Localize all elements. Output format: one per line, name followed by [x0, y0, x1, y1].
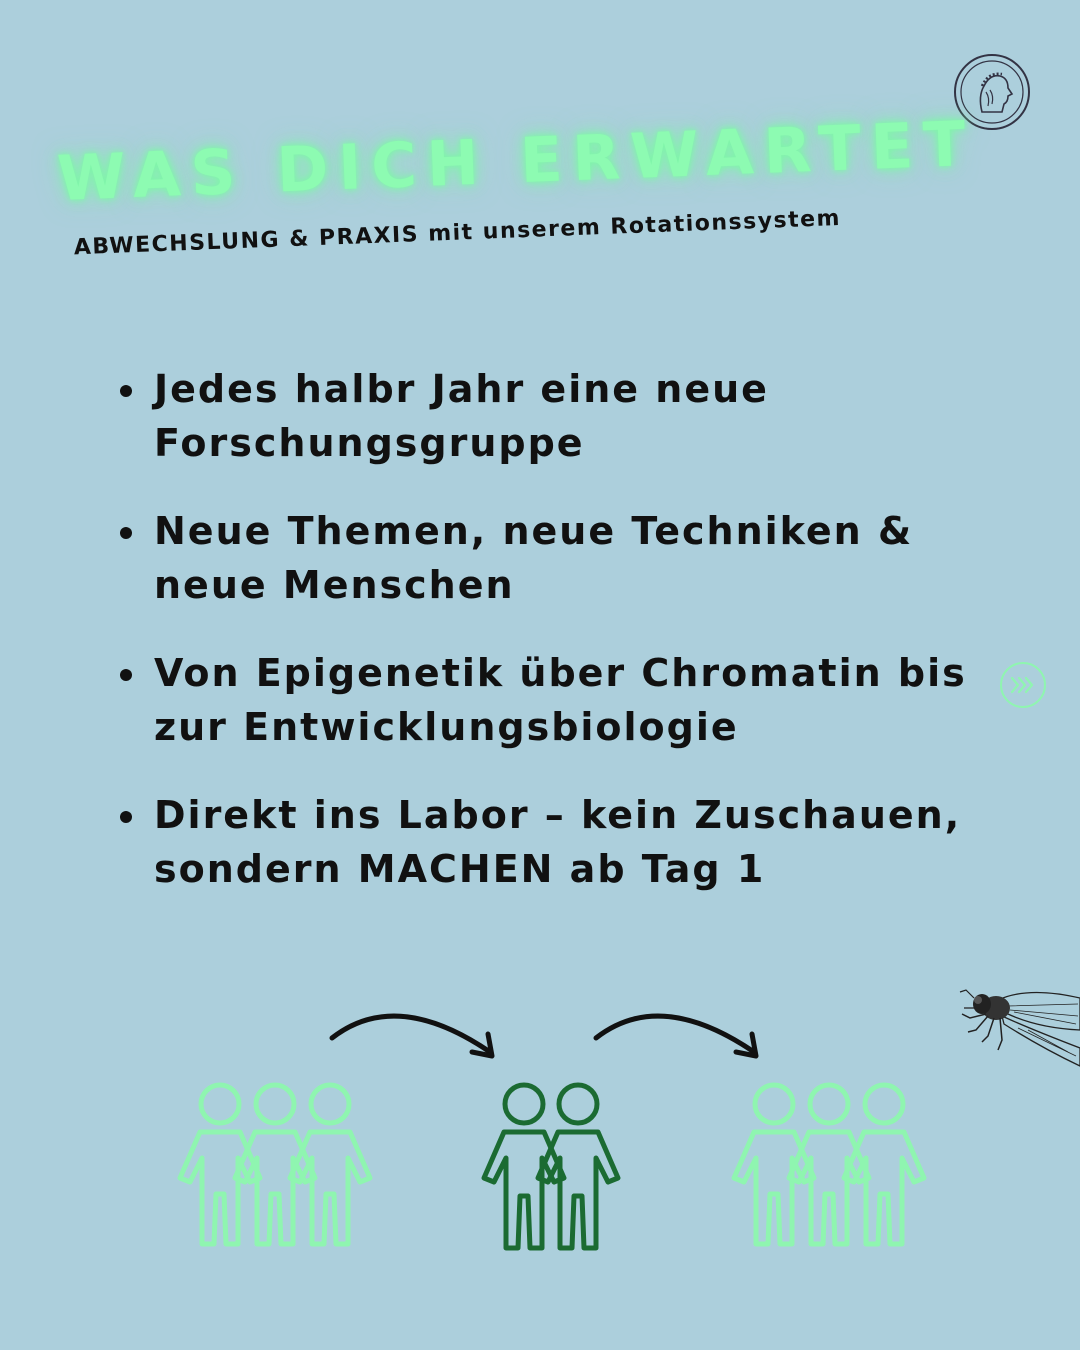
bullet-list: [110, 362, 990, 930]
bullet-dot-icon: [120, 669, 132, 681]
bullet-dot-icon: [120, 385, 132, 397]
list-item-line: zur Entwicklungsbiologie: [154, 705, 739, 749]
curved-arrow-icon: [326, 998, 506, 1068]
people-group-icon: [162, 1078, 392, 1258]
list-item: [110, 646, 990, 754]
list-item-line: Neue Themen, neue Techniken &: [154, 509, 914, 553]
list-item: [110, 788, 990, 896]
people-group-icon: [468, 1078, 636, 1258]
curved-arrow-icon: [590, 998, 770, 1068]
list-item-line: Von Epigenetik über Chromatin bis: [154, 651, 967, 695]
double-chevron-right-icon[interactable]: [998, 660, 1048, 710]
heading: [55, 106, 977, 261]
list-item-line: neue Menschen: [154, 563, 515, 607]
people-group-icon: [716, 1078, 946, 1258]
fly-illustration-icon: [958, 978, 1080, 1070]
list-item: [110, 504, 990, 612]
bullet-dot-icon: [120, 527, 132, 539]
page-subtitle: ABWECHSLUNG & PRAXIS mit unserem Rotationssystem: [73, 205, 842, 261]
list-item-line: Jedes halbr Jahr eine neue: [154, 367, 769, 411]
list-item-line: Direkt ins Labor – kein Zuschauen,: [154, 793, 962, 837]
page-title: WAS DICH ERWARTET: [55, 106, 977, 215]
bullet-dot-icon: [120, 811, 132, 823]
list-item-line: sondern MACHEN ab Tag 1: [154, 847, 766, 891]
list-item: [110, 362, 990, 470]
list-item-line: Forschungsgruppe: [154, 421, 585, 465]
